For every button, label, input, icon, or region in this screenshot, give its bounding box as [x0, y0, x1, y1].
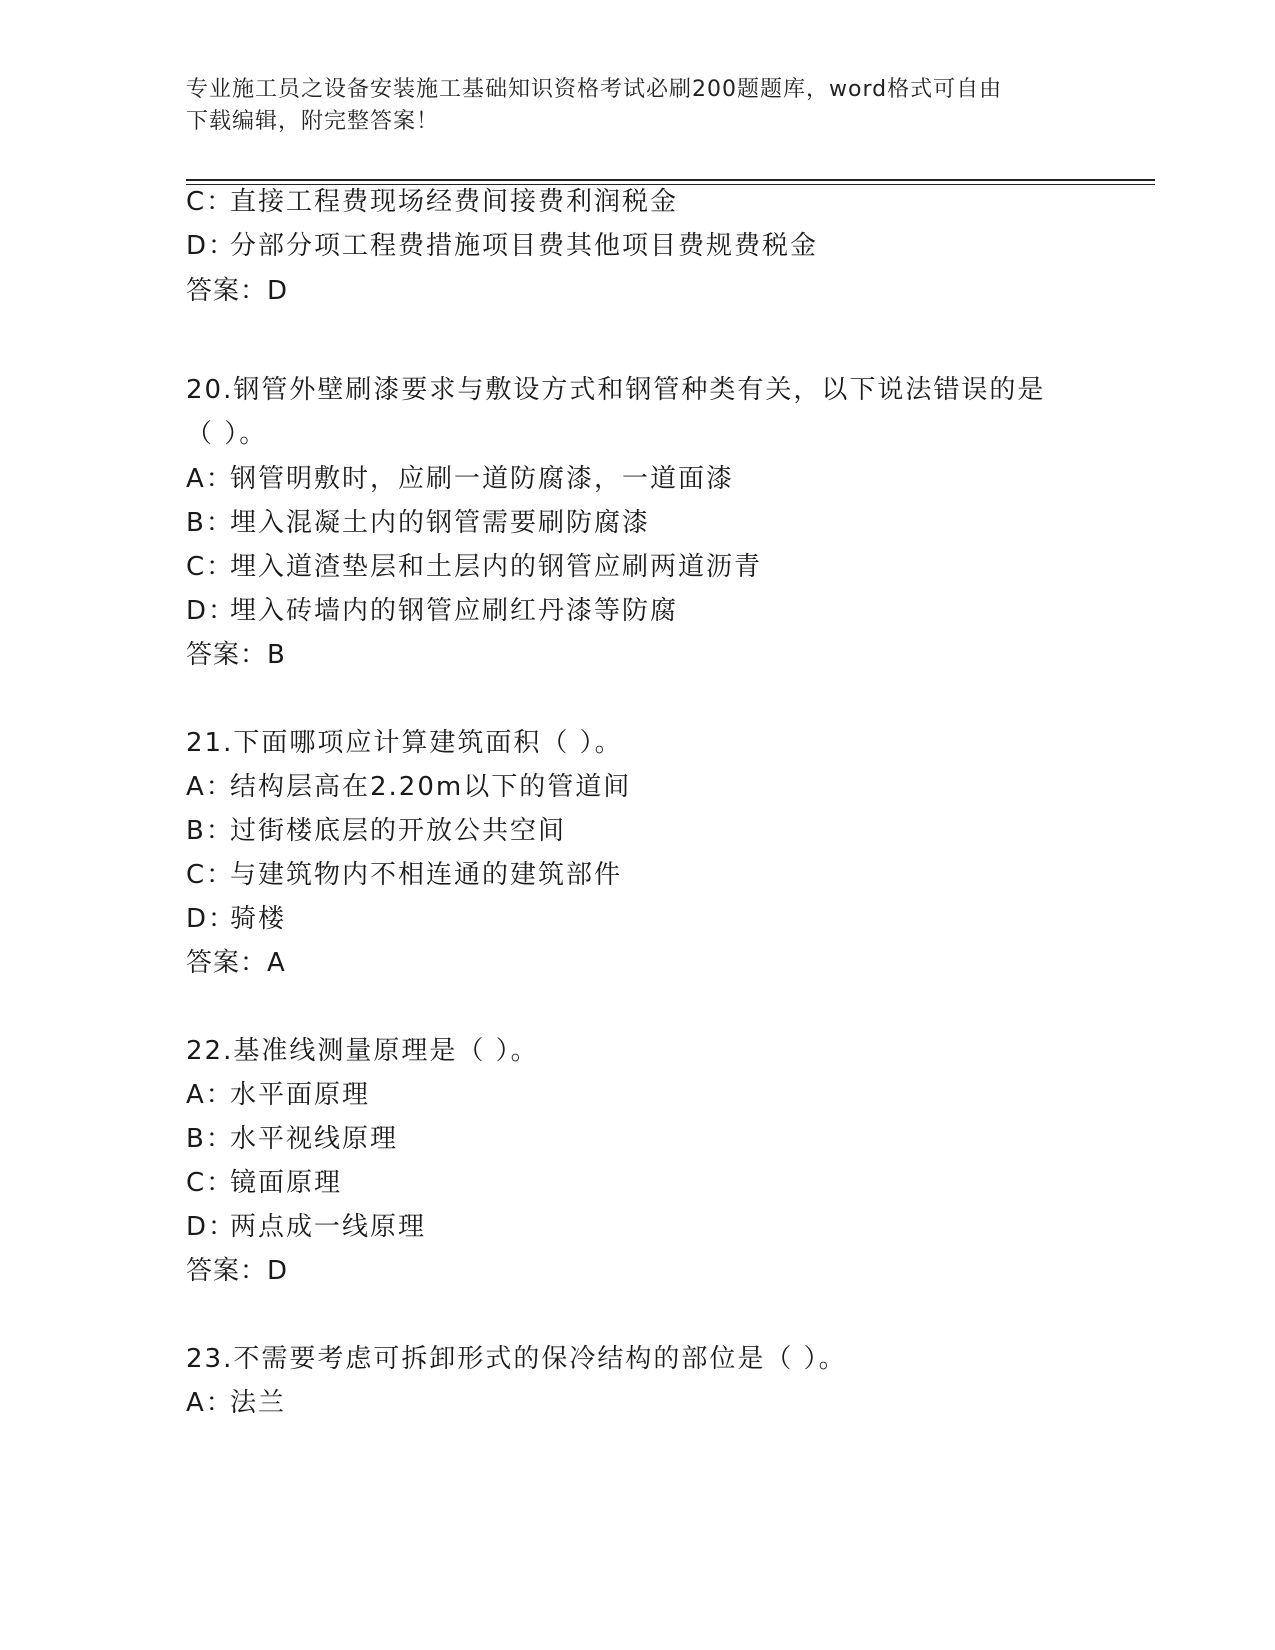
answer-line: 答案：A [186, 948, 286, 978]
header-line-1: 专业施工员之设备安装施工基础知识资格考试必刷200题题库，word格式可自由 [186, 77, 1003, 102]
option-prefix: A： [186, 464, 234, 494]
header-line-2: 下载编辑，附完整答案！ [186, 109, 440, 134]
option-text: 埋入混凝土内的钢管需要刷防腐漆 [230, 508, 651, 538]
option-c [186, 1166, 342, 1200]
option-d [186, 902, 286, 936]
option-c [186, 185, 678, 219]
option-a [186, 1078, 370, 1112]
option-a [186, 770, 631, 804]
option-text: 钢管明敷时，应刷一道防腐漆，一道面漆 [230, 464, 735, 494]
document-header [186, 74, 1086, 138]
option-prefix: C： [186, 860, 235, 890]
option-text: 法兰 [230, 1388, 287, 1418]
option-text: 过街楼底层的开放公共空间 [230, 816, 567, 846]
question-stem-continued: （ ）。 [186, 419, 268, 449]
option-text: 水平视线原理 [230, 1124, 399, 1154]
option-prefix: C： [186, 552, 235, 582]
option-prefix: B： [186, 816, 234, 846]
option-text: 镜面原理 [230, 1168, 343, 1198]
option-c [186, 550, 762, 584]
option-b [186, 506, 650, 540]
option-text: 埋入砖墙内的钢管应刷红丹漆等防腐 [230, 596, 679, 626]
question-stem: 21.下面哪项应计算建筑面积（ ）。 [186, 728, 623, 758]
option-text: 分部分项工程费措施项目费其他项目费规费税金 [230, 231, 819, 261]
option-text: 与建筑物内不相连通的建筑部件 [230, 860, 623, 890]
option-prefix: B： [186, 1124, 234, 1154]
answer-line: 答案：B [186, 640, 286, 670]
option-prefix: B： [186, 508, 234, 538]
option-text: 直接工程费现场经费间接费利润税金 [230, 187, 679, 217]
option-b [186, 814, 566, 848]
option-text: 结构层高在2.20m以下的管道间 [230, 772, 632, 802]
option-d [186, 594, 678, 628]
question-stem: 20.钢管外壁刷漆要求与敷设方式和钢管种类有关，以下说法错误的是 [186, 375, 1046, 405]
answer-line: 答案：D [186, 276, 289, 306]
option-c [186, 858, 622, 892]
option-prefix: D： [186, 596, 237, 626]
option-a [186, 1386, 286, 1420]
option-prefix: D： [186, 1212, 237, 1242]
question-stem: 22.基准线测量原理是（ ）。 [186, 1036, 539, 1066]
option-prefix: A： [186, 772, 234, 802]
option-text: 埋入道渣垫层和土层内的钢管应刷两道沥青 [230, 552, 763, 582]
option-a [186, 462, 734, 496]
option-d [186, 229, 818, 263]
option-prefix: D： [186, 231, 237, 261]
option-text: 水平面原理 [230, 1080, 371, 1110]
option-prefix: C： [186, 1168, 235, 1198]
option-prefix: D： [186, 904, 237, 934]
option-prefix: A： [186, 1080, 234, 1110]
option-text: 两点成一线原理 [230, 1212, 427, 1242]
answer-line: 答案：D [186, 1256, 289, 1286]
option-prefix: C： [186, 187, 235, 217]
option-prefix: A： [186, 1388, 234, 1418]
option-text: 骑楼 [230, 904, 287, 934]
option-b [186, 1122, 398, 1156]
option-d [186, 1210, 426, 1244]
question-stem: 23.不需要考虑可拆卸形式的保冷结构的部位是（ ）。 [186, 1344, 847, 1374]
header-rule-thick [186, 179, 1155, 181]
